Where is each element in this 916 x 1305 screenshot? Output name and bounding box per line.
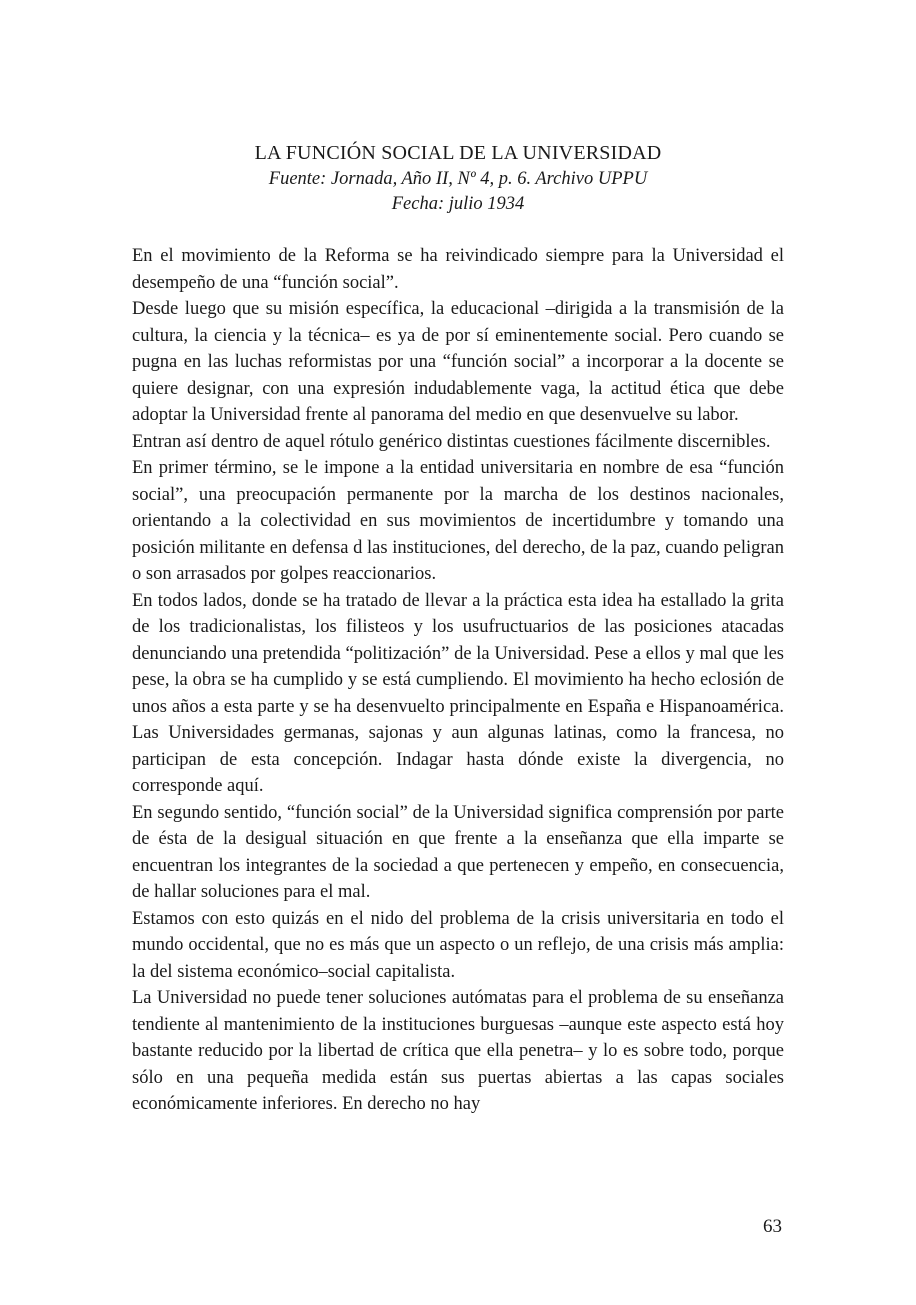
page-number: 63 bbox=[763, 1216, 782, 1237]
paragraph: La Universidad no puede tener soluciones autómatas para el problema de su enseñanza tendiente al mantenimiento de la instituciones burguesas –aunque este aspecto está hoy bastante reducido por la libertad de crítica que ella penetra– y lo es sobre todo, porque sólo en una pequeña medida están sus puertas abiertas a las capas sociales económicamente inferiores. En derecho no hay bbox=[132, 988, 784, 1114]
paragraph: En el movimiento de la Reforma se ha reivindicado siempre para la Universidad el desempeño de una “función social”. bbox=[132, 246, 784, 293]
paragraph: Desde luego que su misión específica, la educacional –dirigida a la transmisión de la cultura, la ciencia y la técnica– es ya de por sí eminentemente social. Pero cuando se pugna en las luchas reformistas por una “función social” a incorporar a la docente se quiere designar, con una expresión indudablemente vaga, la actitud ética que debe adoptar la Universidad frente al panorama del medio en que desenvuelve su labor. bbox=[132, 299, 784, 425]
paragraph: Estamos con esto quizás en el nido del problema de la crisis universitaria en todo el mundo occidental, que no es más que un aspecto o un reflejo, de una crisis más amplia: la del sistema económico–social capitalista. bbox=[132, 908, 784, 982]
article-body bbox=[132, 243, 784, 1118]
article-source: Fuente: Jornada, Año II, Nº 4, p. 6. Archivo UPPU bbox=[268, 169, 648, 189]
paragraph: Entran así dentro de aquel rótulo genérico distintas cuestiones fácilmente discernibles. bbox=[132, 431, 771, 452]
paragraph: En primer término, se le impone a la entidad universitaria en nombre de esa “función social”, una preocupación permanente por la marcha de los destinos nacionales, orientando a la colectividad en sus movimientos de incertidumbre y tomando una posición militante en defensa d las instituciones, del derecho, de la paz, cuando peligran o son arrasados por golpes reaccionarios. bbox=[132, 458, 784, 584]
article-date: Fecha: julio 1934 bbox=[391, 194, 525, 214]
article-title: LA FUNCIÓN SOCIAL DE LA UNIVERSIDAD bbox=[254, 142, 662, 164]
paragraph: En segundo sentido, “función social” de la Universidad significa comprensión por parte de ésta de la desigual situación en que frente a la enseñanza que ella imparte se encuentran los integrantes de la sociedad a que pertenecen y empeño, en consecuencia, de hallar soluciones para el mal. bbox=[132, 802, 784, 902]
paragraph: En todos lados, donde se ha tratado de llevar a la práctica esta idea ha estallado la grita de los tradicionalistas, los filisteos y los usufructuarios de las posiciones atacadas denunciando una pretendida “politización” de la Universidad. Pese a ellos y mal que les pese, la obra se ha cumplido y se está cumpliendo. El movimiento ha hecho eclosión de unos años a esta parte y se ha desenvuelto principalmente en España e Hispanoamérica. Las Universidades germanas, sajonas y aun algunas latinas, como la francesa, no participan de esta concepción. Indagar hasta dónde existe la divergencia, no corresponde aquí. bbox=[132, 590, 784, 796]
article-header bbox=[0, 139, 916, 217]
